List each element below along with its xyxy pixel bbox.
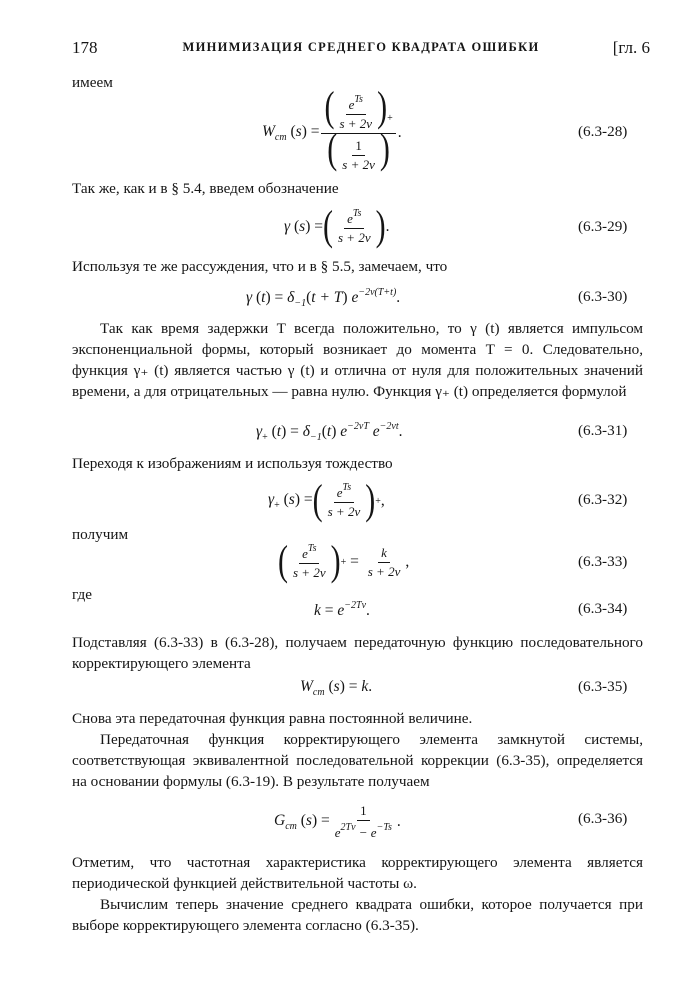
equation-number: (6.3-32)	[578, 491, 628, 508]
paragraph-ispolzuya: Используя те же рассуждения, что и в § 5.5, замечаем, что	[72, 258, 448, 275]
paragraph-imeem: имеем	[72, 74, 113, 91]
paragraph-vychislim: Вычислим теперь значение среднего квадрата ошибки, которое получается при выборе корректирующего элемента согласно (6.3-35).	[72, 896, 643, 934]
paragraph-perehodya: Переходя к изображениям и используя тождество	[72, 455, 393, 472]
running-header	[72, 38, 650, 62]
running-title: МИНИМИЗАЦИЯ СРЕДНЕГО КВАДРАТА ОШИБКИ	[182, 40, 540, 54]
paragraph-gde: где	[72, 586, 92, 603]
paragraph-otmetim: Отметим, что частотная характеристика корректирующего элемента является периодической функцией действительной частоты ω.	[72, 854, 643, 892]
equation-6-3-30: γ $(t) = \delta_{-1}(t + T)$ $e^{-2\nu(T+t)}$.	[246, 287, 401, 309]
paragraph-peredatochnaya: Передаточная функция корректирующего элемента замкнутой системы, соответствующая эквивалентной последовательной коррекции (6.3-35), определяется на основании формулы (6.3-19). В результате получаем	[72, 731, 643, 790]
equation-6-3-31: $\gamma_+$ $(t) = \delta_{-1}(t)$ $e^{-2\nu T}$ $e^{-2\nu t}$.	[256, 421, 403, 443]
equation-6-3-32: $\gamma_+$ (s) = ( $\frac{e^{Ts}}{s + 2\nu}$ ) + ,	[268, 477, 385, 524]
equation-6-3-35: $W_{cm}$ (s) = k.	[300, 678, 373, 698]
equation-number: (6.3-35)	[578, 678, 628, 695]
equation-6-3-34: $k = e^{-2T\nu}$.	[314, 600, 370, 619]
chapter-marker: [гл. 6	[612, 38, 650, 57]
equation-6-3-33: ( $\frac{e^{Ts}}{s + 2\nu}$ ) + = $\frac{k}{s + 2\nu}$ ,	[278, 538, 410, 585]
page-number: 178	[72, 38, 98, 57]
equation-number: (6.3-33)	[578, 553, 628, 570]
paragraph-poluchim: получим	[72, 526, 129, 543]
equation-number: (6.3-31)	[578, 422, 628, 439]
equation-6-3-29: γ (s) = ( $\frac{e^{Ts}}{s + 2\nu}$ ) .	[284, 203, 390, 250]
paragraph-podstavlyaya: Подставляя (6.3-33) в (6.3-28), получаем передаточную функцию последовательного корректирующего элемента	[72, 634, 643, 672]
paragraph-tak-kak: Так как время задержки T всегда положительно, то γ (t) является импульсом экспоненциальной формы, который возникает до момента T = 0. Следовательно, функция γ₊ (t) является частью γ (t) и отлична от нуля для положительных значений времени, а для отрицательных — равна нулю. Функция γ₊ (t) определяется формулой	[72, 320, 643, 400]
equation-6-3-28: $W_{cm}$ (s) = ( $\frac{e^{Ts}}{s + 2\nu}$ )$_+$ ( $\frac{1}{s + 2\nu}$ ) .	[262, 84, 402, 173]
equation-number: (6.3-28)	[578, 123, 628, 140]
equation-number: (6.3-34)	[578, 600, 628, 617]
equation-6-3-36: $G_{cm}$ (s) = $\frac{1}{e^{2T\nu} - e^{-Ts}}$ .	[274, 803, 401, 840]
paragraph-tak-zhe: Так же, как и в § 5.4, введем обозначение	[72, 180, 339, 197]
equation-number: (6.3-30)	[578, 288, 628, 305]
equation-number: (6.3-36)	[578, 810, 628, 827]
paragraph-snova: Снова эта передаточная функция равна постоянной величине.	[72, 710, 473, 727]
equation-number: (6.3-29)	[578, 218, 628, 235]
